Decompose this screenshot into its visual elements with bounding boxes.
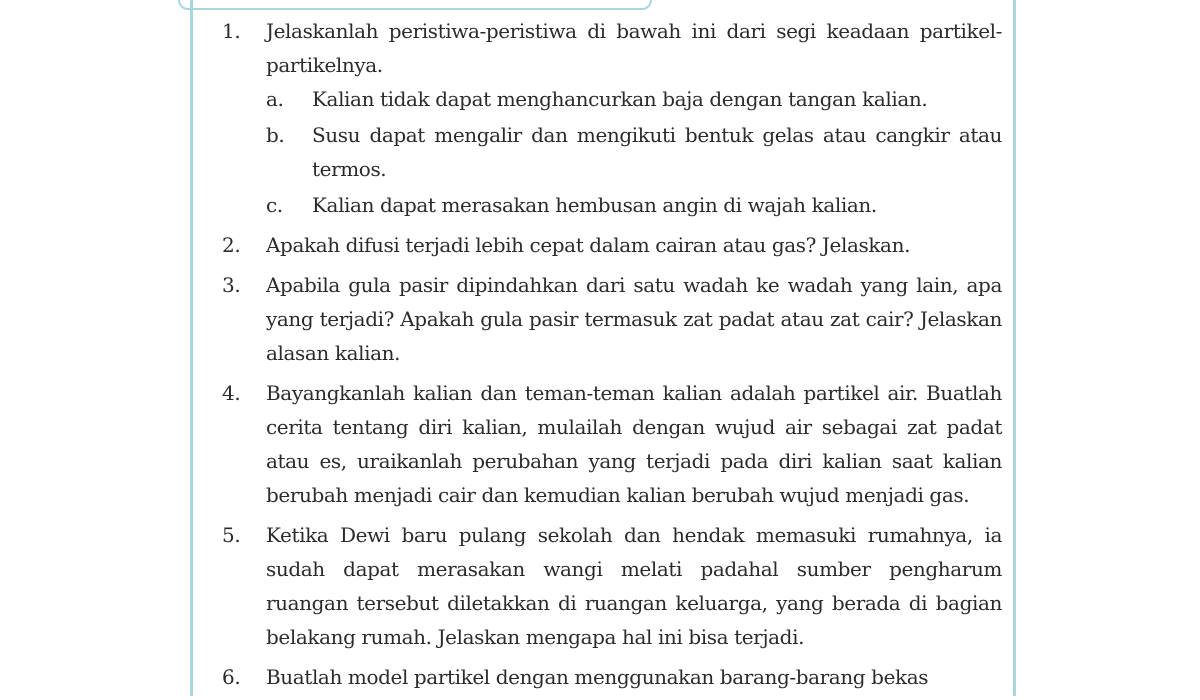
sub-question-item: [266, 82, 1002, 116]
question-text: Buatlah model partikel dengan menggunakan barang-barang bekas: [266, 665, 929, 689]
question-item: [222, 228, 1002, 262]
question-text: Jelaskanlah peristiwa-peristiwa di bawah ini dari segi keadaan partikel-partikelnya.: [266, 19, 1002, 77]
sub-question-text: Susu dapat mengalir dan mengikuti bentuk gelas atau cangkir atau termos.: [312, 123, 1002, 181]
sub-question-letter: a.: [266, 87, 284, 111]
question-number: 1.: [222, 19, 241, 43]
question-number: 4.: [222, 381, 241, 405]
question-number: 3.: [222, 273, 241, 297]
question-text: Apabila gula pasir dipindahkan dari satu wadah ke wadah yang lain, apa yang terjadi? Apakah gula pasir termasuk zat padat atau zat cair? Jelaskan alasan kalian.: [266, 273, 1002, 365]
question-text: Apakah difusi terjadi lebih cepat dalam cairan atau gas? Jelaskan.: [266, 233, 911, 257]
sub-question-letter: c.: [266, 193, 283, 217]
sub-question-letter: b.: [266, 123, 285, 147]
question-item: [222, 518, 1002, 654]
question-item: [222, 268, 1002, 370]
question-item: [222, 660, 1002, 694]
question-list: [222, 14, 1002, 700]
sub-question-text: Kalian tidak dapat menghancurkan baja dengan tangan kalian.: [312, 87, 928, 111]
sub-question-item: [266, 118, 1002, 186]
question-item: [222, 376, 1002, 512]
question-number: 2.: [222, 233, 241, 257]
sub-question-text: Kalian dapat merasakan hembusan angin di wajah kalian.: [312, 193, 877, 217]
question-item: [222, 14, 1002, 222]
question-text: Ketika Dewi baru pulang sekolah dan hendak memasuki rumahnya, ia sudah dapat merasakan wangi melati padahal sumber pengharum ruangan tersebut diletakkan di ruangan keluarga, yang berada di bagian belakang rumah. Jelaskan mengapa hal ini bisa terjadi.: [266, 523, 1002, 649]
sub-question-item: [266, 188, 1002, 222]
question-number: 5.: [222, 523, 241, 547]
question-number: 6.: [222, 665, 241, 689]
sub-question-list: [266, 82, 1002, 222]
question-text: Bayangkanlah kalian dan teman-teman kalian adalah partikel air. Buatlah cerita tentang diri kalian, mulailah dengan wujud air sebagai zat padat atau es, uraikanlah perubahan yang terjadi pada diri kalian saat kalian berubah menjadi cair dan kemudian kalian berubah wujud menjadi gas.: [266, 381, 1002, 507]
